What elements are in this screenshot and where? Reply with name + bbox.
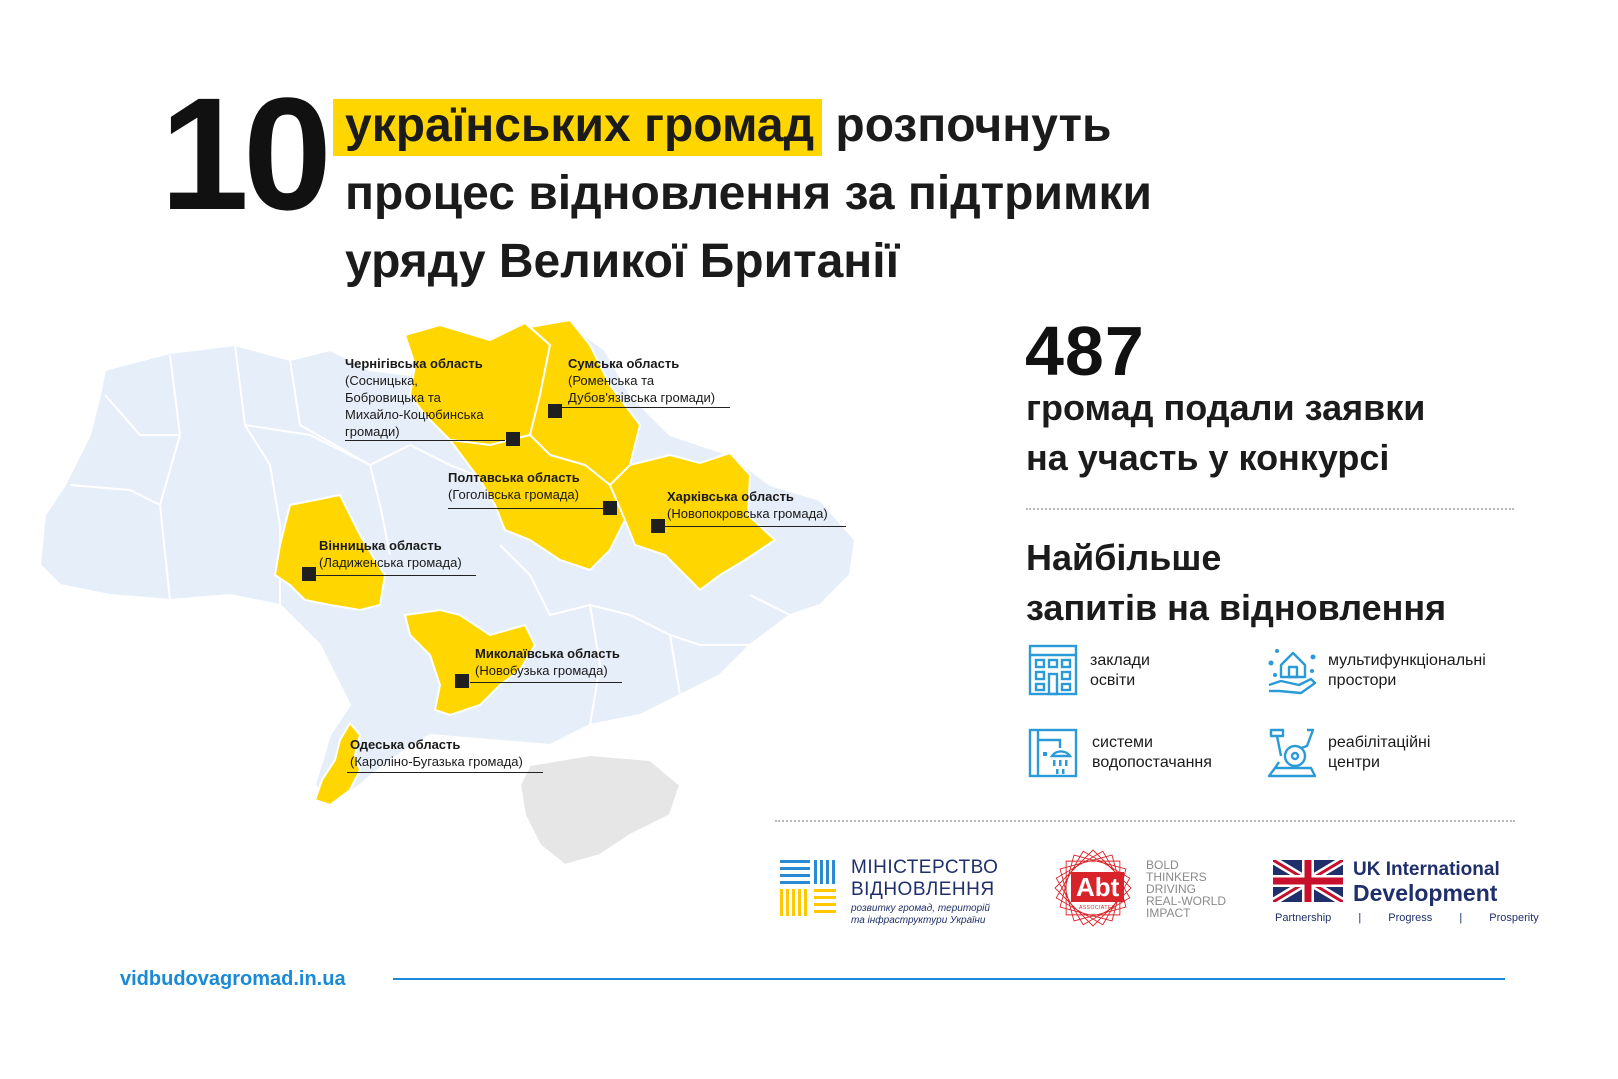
headline-line-2: процес відновлення за підтримки	[345, 167, 1153, 220]
marker-sumy	[548, 404, 562, 418]
requests-title-line-2: запитів на відновлення	[1026, 587, 1447, 628]
map-crimea	[520, 755, 680, 865]
uk-logo-line-1: UK International	[1353, 859, 1500, 880]
abt-tagline-4: REAL-WORLD	[1146, 894, 1227, 908]
label-odesa	[350, 736, 523, 770]
footer-website-link[interactable]: vidbudovagromad.in.ua	[120, 968, 346, 990]
label-poltava-detail-1: (Гоголівська громада)	[448, 487, 579, 502]
label-odesa-detail-1: (Кароліно-Бугазька громада)	[350, 754, 523, 769]
label-kharkiv-underline	[664, 526, 846, 527]
uk-tagline-partnership: Partnership	[1275, 912, 1332, 924]
ministry-name-line-4: та інфраструктури України	[851, 915, 986, 926]
category-education-line-1: заклади	[1090, 652, 1150, 669]
footer-rule	[393, 978, 1505, 980]
label-chernihiv-detail-4: громади)	[345, 424, 400, 439]
label-mykolaiv-detail-1: (Новобузька громада)	[475, 663, 608, 678]
ministry-name-line-2: ВІДНОВЛЕННЯ	[851, 879, 995, 900]
label-chernihiv-detail-2: Бобровицька та	[345, 390, 441, 405]
label-sumy	[568, 355, 715, 406]
label-chernihiv-detail-1: (Сосницька,	[345, 373, 418, 388]
marker-vinnytsia	[302, 567, 316, 581]
uk-tagline-sep-1: |	[1358, 912, 1362, 924]
label-vinnytsia-underline	[316, 575, 476, 576]
ministry-name-line-1: МІНІСТЕРСТВО	[851, 857, 999, 878]
category-education	[1090, 651, 1150, 691]
headline-number: 10	[160, 64, 326, 243]
abt-tagline-3: DRIVING	[1146, 882, 1197, 896]
label-chernihiv-detail-3: Михайло-Коцюбинська	[345, 407, 484, 422]
category-water-line-2: водопостачання	[1092, 754, 1212, 771]
label-chernihiv-underline	[345, 440, 505, 441]
uk-tagline-prosperity: Prosperity	[1489, 912, 1539, 924]
abt-logo-sub: ASSOCIATES	[1079, 905, 1116, 911]
abt-logo-wordmark: Abt	[1071, 872, 1124, 902]
label-mykolaiv-name: Миколаївська область	[475, 646, 620, 661]
uk-flag-icon	[1273, 860, 1343, 902]
applications-count: 487	[1025, 312, 1145, 390]
category-rehab	[1328, 733, 1430, 773]
uk-logo-line-2: Development	[1353, 880, 1498, 906]
uk-tagline-progress: Progress	[1388, 912, 1433, 924]
marker-chernihiv	[506, 432, 520, 446]
abt-tagline-2: THINKERS	[1146, 870, 1207, 884]
headline-line-3: уряду Великої Британії	[345, 235, 900, 288]
label-kharkiv-detail-1: (Новопокровська громада)	[667, 506, 828, 521]
headline-highlight: українських громад	[333, 99, 822, 156]
label-vinnytsia	[319, 537, 462, 571]
community-house-icon	[1265, 643, 1319, 697]
label-sumy-underline	[555, 407, 730, 408]
headline-line-1-rest: розпочнуть	[835, 99, 1112, 152]
uk-tagline-sep-2: |	[1459, 912, 1463, 924]
abt-tagline	[1146, 859, 1226, 919]
headline-line-1	[345, 99, 1112, 152]
category-rehab-line-1: реабілітаційні	[1328, 734, 1431, 751]
category-rehab-line-2: центри	[1328, 754, 1380, 771]
ministry-name-line-3: розвитку громад, територій	[851, 903, 990, 914]
applications-text-line-2: на участь у конкурсі	[1026, 437, 1390, 478]
label-vinnytsia-name: Вінницька область	[319, 538, 442, 553]
exercise-bike-icon	[1265, 726, 1319, 780]
label-sumy-detail-1: (Роменська та	[568, 373, 655, 388]
label-odesa-name: Одеська область	[350, 737, 461, 752]
label-sumy-name: Сумська область	[568, 356, 680, 371]
category-education-line-2: освіти	[1090, 672, 1136, 689]
label-vinnytsia-detail-1: (Ладиженська громада)	[319, 555, 462, 570]
category-water-line-1: системи	[1092, 734, 1153, 751]
abt-tagline-5: IMPACT	[1146, 906, 1191, 920]
ministry-logo-mark	[780, 858, 840, 918]
label-chernihiv	[345, 355, 484, 440]
category-multifunctional	[1328, 651, 1486, 691]
abt-tagline-1: BOLD	[1146, 858, 1179, 872]
category-multifunctional-line-2: простори	[1328, 672, 1397, 689]
label-odesa-underline	[347, 772, 543, 773]
label-poltava	[448, 469, 580, 503]
uk-logo-tagline	[1275, 913, 1539, 924]
logos-divider	[775, 820, 1515, 822]
label-poltava-name: Полтавська область	[448, 470, 580, 485]
label-chernihiv-name: Чернігівська область	[345, 356, 483, 371]
school-building-icon	[1026, 643, 1080, 697]
section-divider	[1026, 508, 1514, 510]
label-sumy-detail-2: Дубов'язівська громади)	[568, 390, 716, 405]
label-poltava-underline	[448, 508, 603, 509]
label-kharkiv	[667, 488, 828, 522]
label-mykolaiv-underline	[470, 682, 622, 683]
applications-text-line-1: громад подали заявки	[1026, 387, 1426, 428]
marker-kharkiv	[651, 519, 665, 533]
water-supply-icon	[1026, 726, 1080, 780]
requests-title-line-1: Найбільше	[1026, 537, 1222, 578]
label-kharkiv-name: Харківська область	[667, 489, 794, 504]
category-water	[1092, 733, 1212, 773]
label-mykolaiv	[475, 645, 620, 679]
category-multifunctional-line-1: мультифункціональні	[1328, 652, 1486, 669]
marker-mykolaiv	[455, 674, 469, 688]
marker-poltava	[603, 501, 617, 515]
